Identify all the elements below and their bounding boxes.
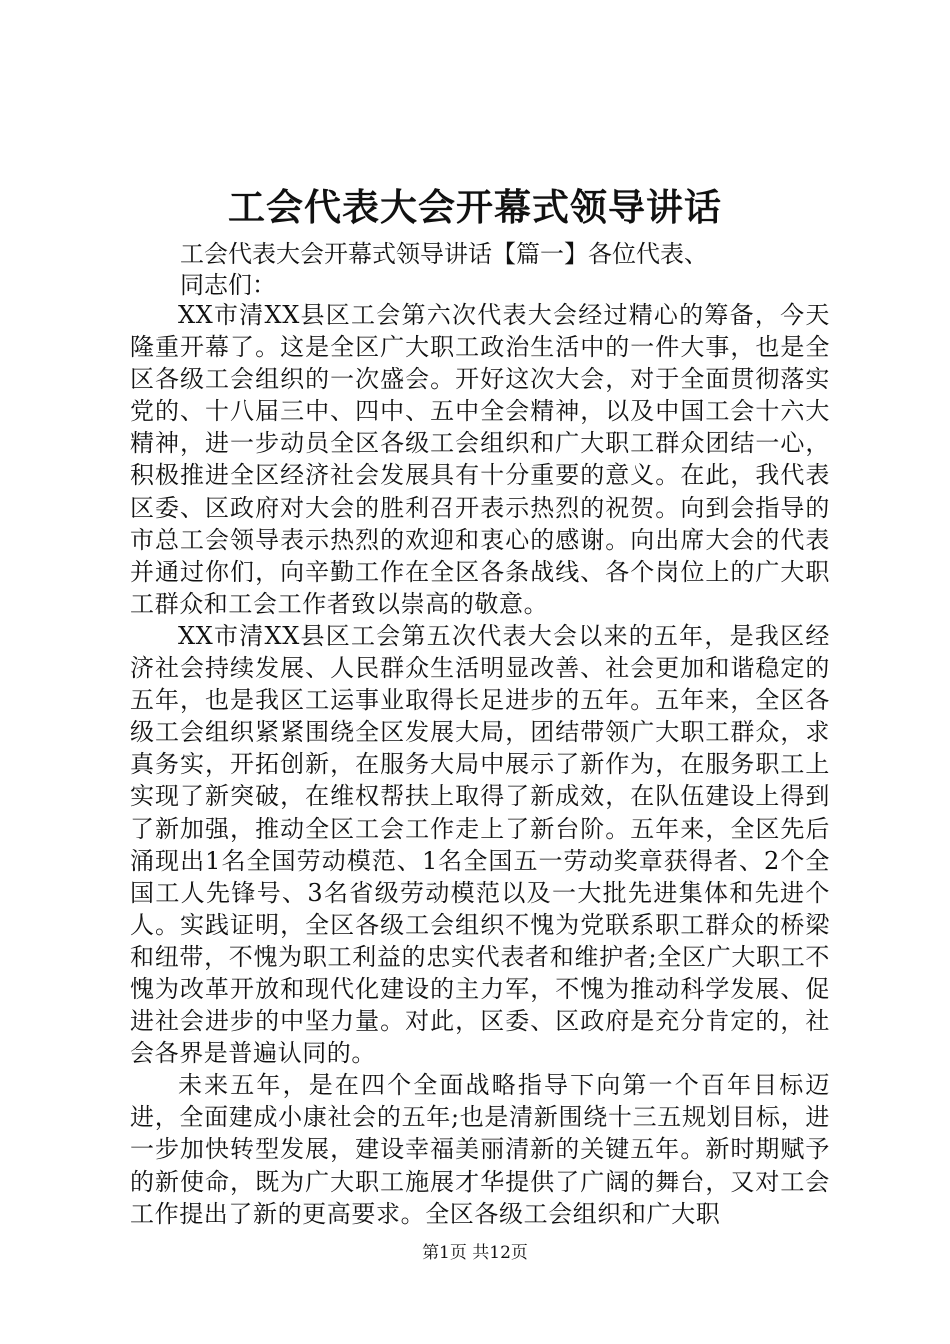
- paragraph-2: XX市清XX县区工会第五次代表大会以来的五年，是我区经济社会持续发展、人民群众生活明显改善、社会更加和谐稳定的五年，也是我区工运事业取得长足进步的五年。五年来，全区各级工会组织紧紧围绕全区发展大局，团结带领广大职工群众，求真务实，开拓创新，在服务大局中展示了新作为，在服务职工上实现了新突破，在维权帮扶上取得了新成效，在队伍建设上得到了新加强，推动全区工会工作走上了新台阶。五年来，全区先后涌现出1名全国劳动模范、1名全国五一劳动奖章获得者、2个全国工人先锋号、3名省级劳动模范以及一大批先进集体和先进个人。实践证明，全区各级工会组织不愧为党联系职工群众的桥梁和纽带，不愧为职工利益的忠实代表者和维护者;全区广大职工不愧为改革开放和现代化建设的主力军，不愧为推动科学发展、促进社会进步的中坚力量。对此，区委、区政府是充分肯定的，社会各界是普遍认同的。: [130, 621, 830, 1068]
- paragraph-3: 未来五年，是在四个全面战略指导下向第一个百年目标迈进，全面建成小康社会的五年;也是清新围绕十三五规划目标，进一步加快转型发展，建设幸福美丽清新的关键五年。新时期赋予的新使命，既为广大职工施展才华提供了广阔的舞台，又对工会工作提出了新的更高要求。全区各级工会组织和广大职: [130, 1071, 830, 1228]
- paragraph-1: XX市清XX县区工会第六次代表大会经过精心的筹备，今天隆重开幕了。这是全区广大职工政治生活中的一件大事，也是全区各级工会组织的一次盛会。开好这次大会，对于全面贯彻落实党的、十八届三中、四中、五中全会精神，以及中国工会十六大精神，进一步动员全区各级工会组织和广大职工群众团结一心，积极推进全区经济社会发展具有十分重要的意义。在此，我代表区委、区政府对大会的胜利召开表示热烈的祝贺。向到会指导的市总工会领导表示热烈的欢迎和衷心的感谢。向出席大会的代表并通过你们，向辛勤工作在全区各条战线、各个岗位上的广大职工群众和工会工作者致以崇高的敬意。: [130, 301, 830, 618]
- document-body: [130, 299, 830, 1230]
- intro-line-2: 同志们：: [180, 271, 276, 299]
- document-title: 工会代表大会开幕式领导讲话: [228, 185, 722, 229]
- intro-line-1: 工会代表大会开幕式领导讲话【篇一】各位代表、: [180, 240, 708, 268]
- page-indicator: 第1页 共12页: [422, 1243, 528, 1263]
